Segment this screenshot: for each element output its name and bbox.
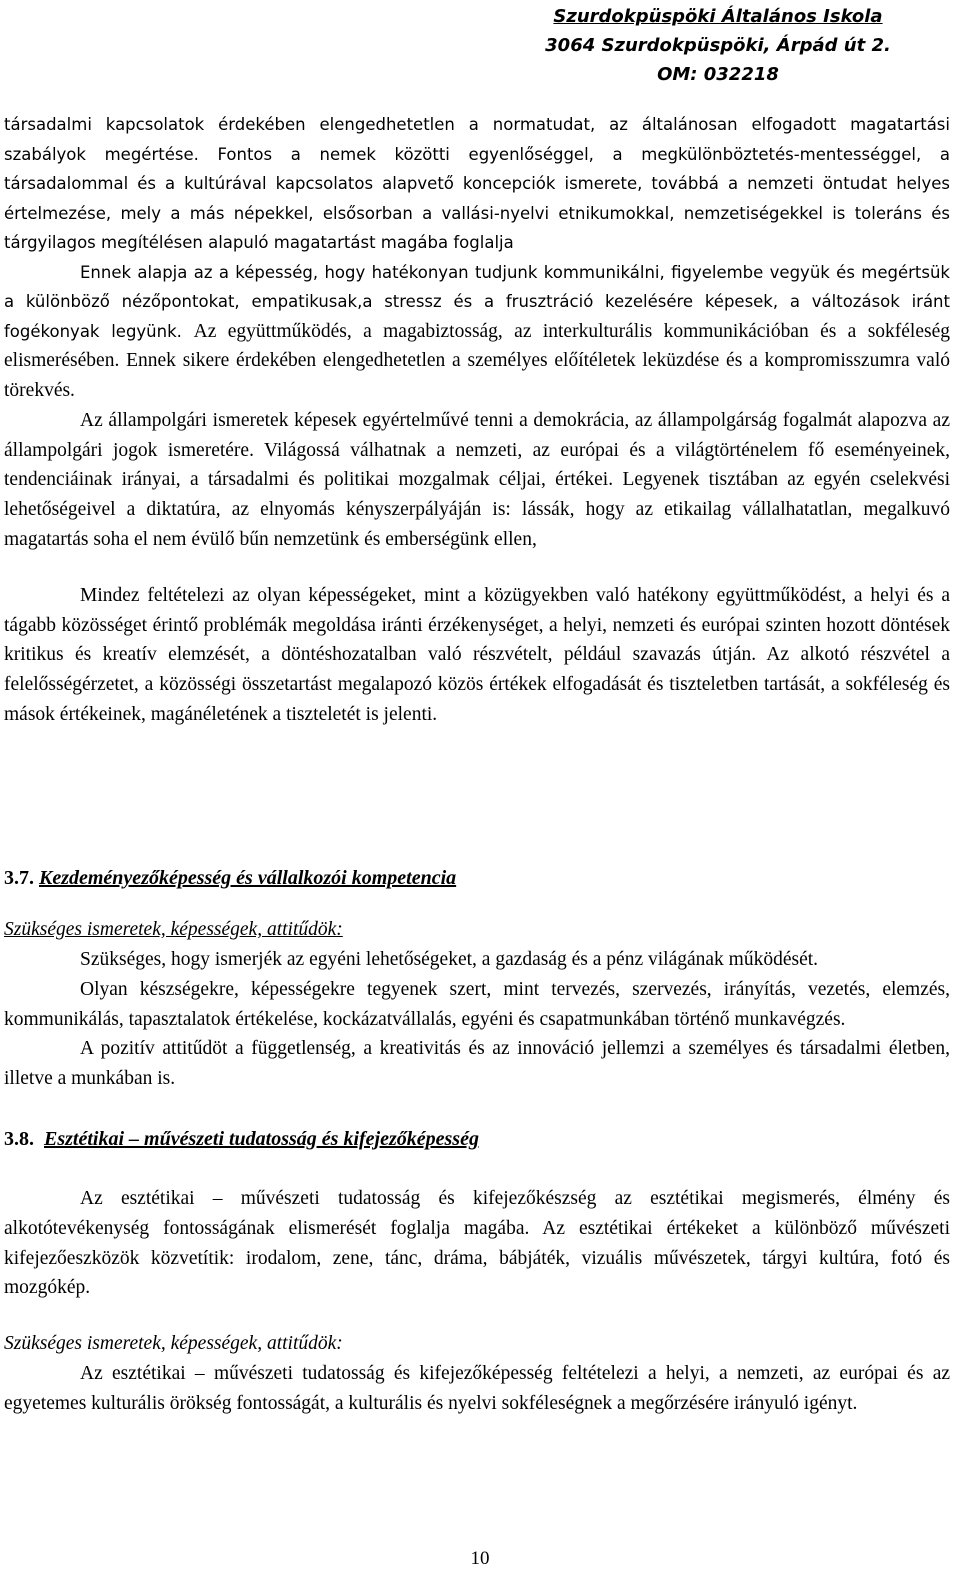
section-3-8-heading	[4, 1124, 950, 1154]
paragraph-social-norms: társadalmi kapcsolatok érdekében elengedhetetlen a normatudat, az általánosan elfogadott magatartási szabályok megértése. Fontos a nemek közötti egyenlőséggel, a megkülönböztetés-mentességgel, a társadalommal és a kultúrával kapcsolatos alapvető koncepciók ismerete, továbbá a nemzeti öntudat helyes értelmezése, mely a más népekkel, elsősorban a vallási-nyelvi etnikumokkal, nemzetiségekkel is toleráns és tárgyilagos megítélésen alapuló magatartást magába foglalja	[4, 115, 950, 252]
citizenship-block	[4, 110, 950, 730]
page-header	[488, 2, 948, 89]
section-3-8-subheading: Szükséges ismeretek, képességek, attitűdök:	[4, 1333, 343, 1355]
paragraph-civic-knowledge: Az állampolgári ismeretek képesek egyértelművé tenni a demokrácia, az állampolgárság fogalmát alapozva az állampolgári jogok ismeretére. Világossá válhatnak a nemzeti, az európai és a világtörténelem fő eseményeinek, tendenciáinak irányai, a társadalmi és politikai mozgalmak céljai, értékei. Legyenek tisztában az egyén cselekvési lehetőségeivel a diktatúra, az elnyomás kényszerpályáján is: lássák, hogy az etikailag vállalhatatlan, megalkuvó magatartás soha el nem évülő bűn nemzetünk és emberségünk ellen,	[4, 409, 950, 551]
section-3-8-number: 3.8.	[4, 1128, 34, 1150]
section-3-7-number: 3.7.	[4, 867, 34, 889]
section-3-7-title: Kezdeményezőképesség és vállalkozói kompetencia	[39, 867, 457, 889]
page-number: 10	[470, 1548, 490, 1569]
paragraph-communication	[4, 258, 950, 406]
section-3-8	[4, 1124, 950, 1419]
header-school-name: Szurdokpüspöki Általános Iskola	[553, 6, 883, 27]
paragraph-communication-serif: Az együttműködés, a magabiztosság, az interkulturális kommunikációban és a sokféleség elismerésében. Ennek sikere érdekében elengedhetetlen a személyes előítéletek leküzdése és a kompromisszumra való törekvés.	[4, 320, 950, 402]
section-3-7	[4, 863, 950, 1094]
section-3-8-paragraph-1: Az esztétikai – művészeti tudatosság és kifejezőkészség az esztétikai megismerés, élmény és alkotótevékenység fontosságának elismerését foglalja magába. Az esztétikai értékeket a különböző művészeti kifejezőeszközök közvetítik: irodalom, zene, tánc, dráma, bábjáték, vizuális művészetek, tárgyi kultúra, fotó és mozgókép.	[4, 1188, 950, 1299]
section-3-7-paragraph-1: Szükséges, hogy ismerjék az egyéni lehetőségeket, a gazdaság és a pénz világának működését.	[80, 949, 819, 970]
paragraph-civic-skills: Mindez feltételezi az olyan képességeket, mint a közügyekben való hatékony együttműködést, a helyi és a tágabb közösséget érintő problémák megoldása iránti érzékenységet, a helyi, nemzeti és európai szinten hozott döntések kritikus és kreatív elemzését, a döntéshozatalban való részvételt, például szavazás útján. Az alkotó részvétel a felelősségérzetet, a közösségi összetartást megalapozó közös értékek elfogadását és tiszteletben tartását, a sokféleség és mások értékeinek, magánéletének a tiszteletét is jelenti.	[4, 584, 950, 726]
header-om-code: OM: 032218	[657, 64, 779, 85]
section-3-7-paragraph-2: Olyan készségekre, képességekre tegyenek szert, mint tervezés, szervezés, irányítás, vezetés, elemzés, kommunikálás, tapasztalatok értékelése, kockázatvállalás, egyéni és csapatmunkában történő munkavégzés.	[4, 978, 950, 1030]
section-3-7-heading	[4, 863, 950, 893]
section-3-8-title: Esztétikai – művészeti tudatosság és kifejezőképesség	[44, 1128, 479, 1150]
paragraph-communication-sans: Ennek alapja az a képesség, hogy hatékonyan tudjunk kommunikálni, figyelembe vegyük és megértsük a különböző nézőpontokat, empatikusak,a stressz és a frusztráció kezelésére képesek, a változások iránt fogékonyak legyünk.	[4, 262, 950, 341]
section-3-7-subheading: Szükséges ismeretek, képességek, attitűdök:	[4, 919, 343, 940]
section-3-8-paragraph-2: Az esztétikai – művészeti tudatosság és kifejezőképesség feltételezi a helyi, a nemzeti, az európai és az egyetemes kulturális örökség fontosságát, a kulturális és nyelvi sokféleségnek a megőrzésére irányuló igényt.	[4, 1363, 950, 1414]
header-address: 3064 Szurdokpüspöki, Árpád út 2.	[545, 35, 891, 56]
section-3-7-paragraph-3: A pozitív attitűdöt a függetlenség, a kreativitás és az innováció jellemzi a személyes és társadalmi életben, illetve a munkában is.	[4, 1038, 950, 1090]
